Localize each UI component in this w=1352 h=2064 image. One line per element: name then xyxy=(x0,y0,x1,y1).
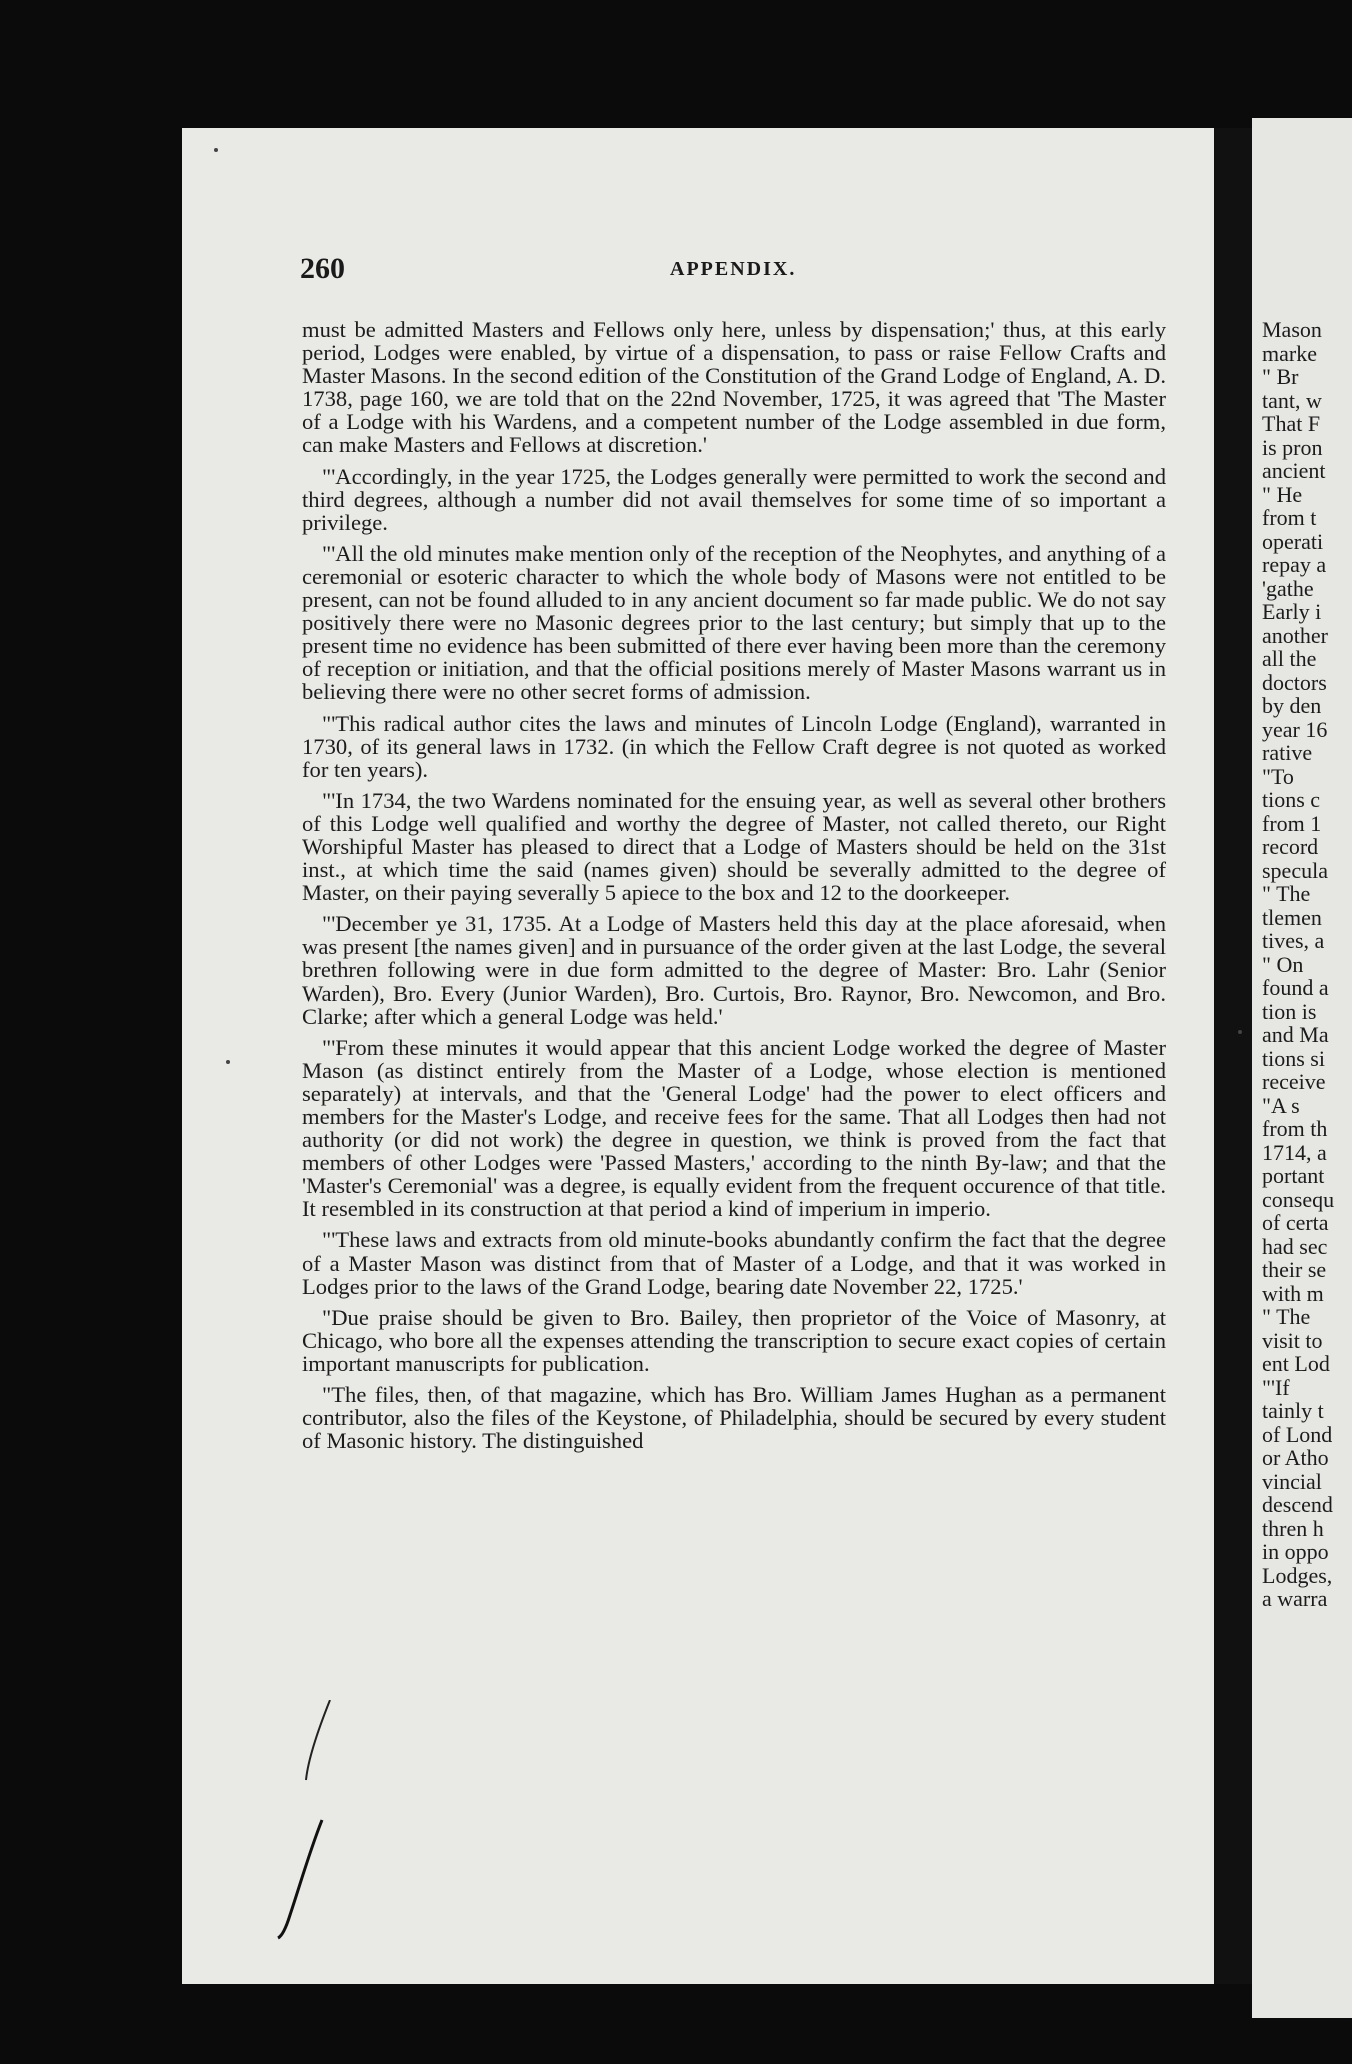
facing-page xyxy=(1252,118,1352,2018)
facing-line-fragment: doctors xyxy=(1262,669,1327,695)
facing-line-fragment: That F xyxy=(1262,411,1321,436)
facing-line-fragment: another xyxy=(1262,622,1328,648)
facing-line-fragment: tives, a xyxy=(1262,928,1325,953)
facing-line-fragment: year 16 xyxy=(1262,716,1328,742)
facing-line-fragment: of certa xyxy=(1262,1210,1329,1235)
facing-line-fragment: tion is xyxy=(1262,998,1317,1024)
facing-line-fragment: " On xyxy=(1262,951,1304,977)
paragraph: "'All the old minutes make mention only of the reception of the Neophytes, and anything of a ceremonial or esoteric character to which the whole body of Masons were not entitled to be present, can not be found alluded to in any ancient document so far made public. We do not say positively there were no Masonic degrees prior to the last century; but simply that up to the present time no evidence has been submitted of there ever having been more than the ceremony of reception or initiation, and that the official positions merely of Master Masons warrant us in believing there were no other secret forms of admission. xyxy=(302,540,1166,705)
facing-line-fragment: 1714, a xyxy=(1262,1139,1327,1165)
facing-line-fragment: visit to xyxy=(1262,1327,1323,1353)
facing-line-fragment: tlemen xyxy=(1262,904,1322,930)
facing-line-fragment: Mason xyxy=(1262,317,1322,342)
facing-line-fragment: a warra xyxy=(1262,1586,1328,1611)
pencil-tick-mark xyxy=(270,1700,390,1940)
facing-line-fragment: repay a xyxy=(1262,552,1327,577)
facing-line-fragment: found a xyxy=(1262,975,1329,1000)
facing-line-fragment: and Ma xyxy=(1262,1022,1329,1047)
facing-line-fragment: 'gathe xyxy=(1262,575,1314,601)
facing-line-fragment: in oppo xyxy=(1262,1539,1329,1564)
facing-line-fragment: " He xyxy=(1262,481,1303,507)
running-head-title: APPENDIX. xyxy=(670,258,797,280)
facing-line-fragment: with m xyxy=(1262,1280,1324,1306)
facing-line-fragment: tions c xyxy=(1262,787,1321,812)
facing-line-fragment: descend xyxy=(1262,1492,1333,1517)
speck xyxy=(1238,1030,1242,1034)
facing-line-fragment: consequ xyxy=(1262,1186,1335,1212)
facing-line-fragment: from th xyxy=(1262,1116,1328,1141)
facing-line-fragment: or Atho xyxy=(1262,1445,1329,1470)
facing-line-fragment: ent Lod xyxy=(1262,1351,1330,1376)
facing-line-fragment: "'If xyxy=(1262,1374,1290,1400)
facing-line-fragment: Early i xyxy=(1262,599,1322,624)
facing-line-fragment: tainly t xyxy=(1262,1398,1324,1423)
paragraph: "Due praise should be given to Bro. Bailey, then proprietor of the Voice of Masonry, at Chicago, who bore all the expenses attending the transcription to secure exact copies of certain important manuscripts for publication. xyxy=(302,1304,1166,1376)
facing-page-text xyxy=(1262,318,1352,1611)
facing-line-fragment: marke xyxy=(1262,340,1317,366)
running-head xyxy=(300,252,1160,292)
facing-line-fragment: rative xyxy=(1262,740,1313,765)
facing-line-fragment: had sec xyxy=(1262,1233,1328,1259)
facing-line-fragment: by den xyxy=(1262,693,1322,718)
facing-line-fragment: " Br xyxy=(1262,364,1299,389)
facing-line-fragment: operati xyxy=(1262,528,1324,554)
paragraph: "'These laws and extracts from old minute-books abundantly confirm the fact that the degree of a Master Mason was distinct from that of Master of a Lodge, and that it was worked in Lodges prior to the laws of the Grand Lodge, bearing date November 22, 1725.' xyxy=(302,1227,1166,1299)
facing-line-fragment: " The xyxy=(1262,881,1311,906)
paragraph: "'This radical author cites the laws and minutes of Lincoln Lodge (England), warranted in 1730, of its general laws in 1732. (in which the Fellow Craft degree is not quoted as worked for ten years). xyxy=(302,710,1166,782)
facing-line-fragment: is pron xyxy=(1262,434,1323,460)
facing-line-fragment: receive xyxy=(1262,1069,1326,1094)
paragraph: "'Accordingly, in the year 1725, the Lodges generally were permitted to work the second and third degrees, although a number did not avail themselves for some time of so important a privilege. xyxy=(302,463,1166,535)
paragraph: "'December ye 31, 1735. At a Lodge of Masters held this day at the place aforesaid, when was present [the names given] and in pursuance of the order given at the last Lodge, the several brethren following were in due form admitted to the degree of Master: Bro. Lahr (Senior Warden), Bro. Every (Junior Warden), Bro. Curtois, Bro. Raynor, Bro. Newcomon, and Bro. Clarke; after which a general Lodge was held.' xyxy=(302,911,1166,1029)
facing-line-fragment: " The xyxy=(1262,1304,1311,1329)
page-number: 260 xyxy=(300,252,345,285)
facing-line-fragment: vincial xyxy=(1262,1468,1322,1494)
page-body xyxy=(302,318,1166,1460)
paragraph: "'In 1734, the two Wardens nominated for the ensuing year, as well as several other brothers of this Lodge well qualified and worthy the degree of Master, not called thereto, our Right Worshipful Master has pleased to direct that a Lodge of Masters should be held on the 31st inst., at which time the said (names given) should be severally admitted to the degree of Master, on their paying severally 5 apiece to the box and 12 to the doorkeeper. xyxy=(302,787,1166,906)
gutter-shadow xyxy=(1214,128,1252,1984)
facing-line-fragment: specula xyxy=(1262,857,1328,883)
facing-line-fragment: "A s xyxy=(1262,1092,1300,1118)
facing-line-fragment: thren h xyxy=(1262,1515,1324,1541)
facing-line-fragment: tions si xyxy=(1262,1045,1325,1071)
facing-line-fragment: from 1 xyxy=(1262,810,1322,836)
facing-line-fragment: portant xyxy=(1262,1163,1325,1188)
paragraph: must be admitted Masters and Fellows only here, unless by dispensation;' thus, at this early period, Lodges were enabled, by virtue of a dispensation, to pass or raise Fellow Crafts and Master Masons. In the second edition of the Constitution of the Grand Lodge of England, A. D. 1738, page 160, we are told that on the 22nd November, 1725, it was agreed that 'The Master of a Lodge with his Wardens, and a competent number of the Lodge assembled in due form, can make Masters and Fellows at discretion.' xyxy=(302,317,1166,458)
facing-line-fragment: Lodges, xyxy=(1262,1562,1333,1588)
facing-line-fragment: all the xyxy=(1262,646,1317,671)
facing-line-fragment: ancient xyxy=(1262,458,1326,483)
facing-line-fragment: record xyxy=(1262,834,1319,859)
facing-line-fragment: of Lond xyxy=(1262,1421,1333,1447)
paragraph: "'From these minutes it would appear that this ancient Lodge worked the degree of Master Mason (as distinct entirely from the Master of a Lodge, whose election is mentioned separately) at intervals, and that the 'General Lodge' had the power to elect officers and members for the Master's Lodge, and receive fees for the same. That all Lodges then had not authority (or did not work) the degree in question, we think is proved from the fact that members of other Lodges were 'Passed Masters,' according to the ninth By-law; and that the 'Master's Ceremonial' was a degree, is equally evident from the frequent occurence of that title. It resembled in its construction at that period a kind of imperium in imperio. xyxy=(302,1034,1166,1222)
speck xyxy=(226,1060,230,1064)
paragraph: "The files, then, of that magazine, which has Bro. William James Hughan as a permanent contributor, also the files of the Keystone, of Philadelphia, should be secured by every student of Masonic history. The distinguished xyxy=(302,1382,1166,1454)
facing-line-fragment: from t xyxy=(1262,505,1317,530)
facing-line-fragment: tant, w xyxy=(1262,387,1322,413)
facing-line-fragment: their se xyxy=(1262,1257,1327,1282)
facing-line-fragment: "To xyxy=(1262,763,1294,789)
speck xyxy=(214,148,218,152)
